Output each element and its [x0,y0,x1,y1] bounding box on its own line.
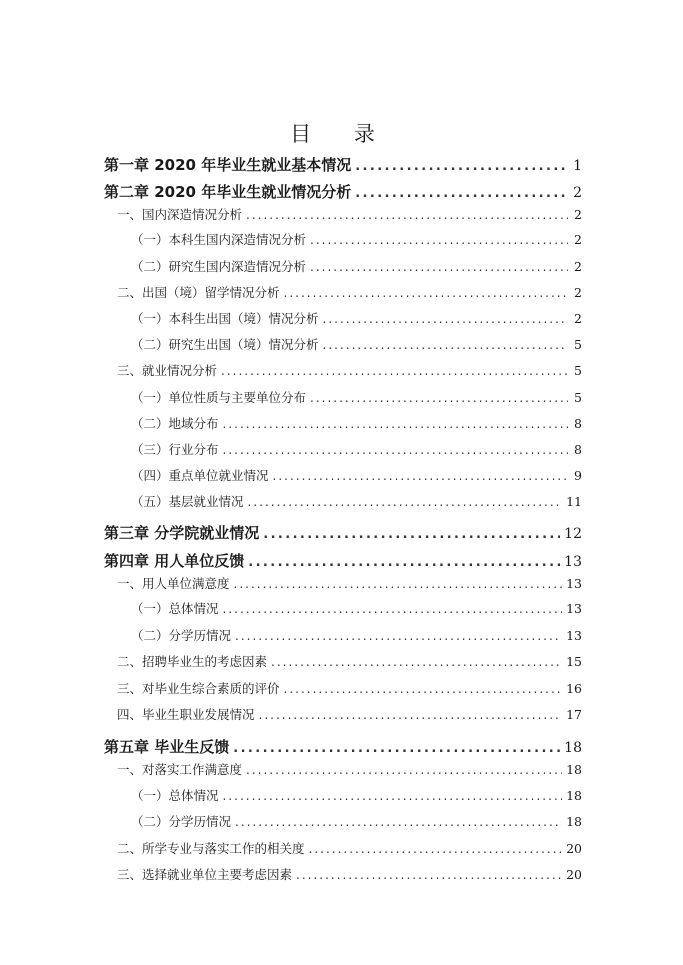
toc-page-number: 2 [574,259,582,274]
toc-entry-label: （四）重点单位就业情况 [131,468,269,483]
toc-entry[interactable] [104,154,582,175]
toc-page-number: 18 [566,762,582,777]
toc-entry-label: 三、就业情况分析 [117,363,218,378]
toc-entry[interactable] [131,309,582,327]
toc-entry[interactable] [131,466,582,484]
page-title: 目 录 [290,122,393,146]
toc-entry-label: 一、对落实工作满意度 [117,762,243,777]
toc-entry[interactable] [131,812,582,830]
toc-entry-label: （一）总体情况 [131,788,219,803]
toc-leader-dots [263,527,560,542]
toc-leader-dots [310,391,568,405]
toc-page-number: 20 [566,841,582,856]
toc-leader-dots [309,842,563,856]
toc-entry[interactable] [131,786,582,804]
toc-entry[interactable] [131,492,582,510]
toc-leader-dots [248,495,563,509]
toc-leader-dots [223,789,563,803]
toc-entry-label: （二）研究生国内深造情况分析 [131,259,307,274]
toc-entry-label: （二）分学历情况 [131,814,232,829]
toc-leader-dots [246,763,562,777]
toc-entry[interactable] [131,335,582,353]
toc-entry[interactable] [117,652,582,670]
toc-entry-label: 二、所学专业与落实工作的相关度 [117,841,305,856]
toc-page-number: 8 [574,416,582,431]
toc-entry-label: 第三章 分学院就业情况 [104,524,260,542]
toc-entry-label: （二）分学历情况 [131,628,232,643]
toc-entry[interactable] [131,440,582,458]
toc-page-number: 5 [574,337,582,352]
toc-entry[interactable] [131,230,582,248]
toc-leader-dots [323,338,568,352]
toc-entry-label: 第一章 2020 年毕业生就业基本情况 [104,156,352,174]
toc-page-number: 12 [564,526,582,542]
toc-entry-label: （三）行业分布 [131,442,219,457]
toc-entry[interactable] [131,257,582,275]
toc-entry-label: 四、毕业生职业发展情况 [117,707,255,722]
toc-page-number: 18 [564,740,582,756]
toc-page-number: 13 [566,576,582,591]
toc-entry-label: 一、国内深造情况分析 [117,207,243,222]
toc-entry[interactable] [104,181,582,202]
toc-entry[interactable] [117,361,582,379]
toc-page-number: 2 [574,232,582,247]
toc-entry-label: 第二章 2020 年毕业生就业情况分析 [104,183,352,201]
toc-page-number: 9 [574,468,582,483]
toc-entry-label: 三、选择就业单位主要考虑因素 [117,867,293,882]
toc-page-number: 13 [564,554,582,570]
toc-entry-label: （一）单位性质与主要单位分布 [131,390,307,405]
toc-page-number: 18 [566,814,582,829]
toc-leader-dots [223,443,568,457]
toc-page-number: 2 [574,285,582,300]
toc-entry[interactable] [117,679,582,697]
toc-page-number: 2 [574,207,582,222]
toc-leader-dots [355,159,568,174]
toc-entry[interactable] [117,205,582,223]
toc-page-number: 5 [574,390,582,405]
toc-entry[interactable] [117,705,582,723]
toc-entry[interactable] [104,522,582,543]
toc-page-number: 8 [574,442,582,457]
toc-page-number: 2 [573,185,582,201]
toc-entry-label: 二、出国（境）留学情况分析 [117,285,280,300]
toc-leader-dots [223,417,568,431]
toc-entry[interactable] [104,550,582,571]
toc-entry[interactable] [131,626,582,644]
toc-leader-dots [235,629,562,643]
toc-page-number: 15 [566,654,582,669]
toc-leader-dots [271,655,562,669]
toc-entry[interactable] [131,414,582,432]
toc-entry[interactable] [117,839,582,857]
toc-entry-label: 第四章 用人单位反馈 [104,552,245,570]
toc-page-number: 2 [574,311,582,326]
toc-entry[interactable] [131,599,582,617]
toc-page-number: 16 [566,681,582,696]
toc-leader-dots [323,312,568,326]
toc-entry[interactable] [117,283,582,301]
toc-leader-dots [296,868,562,882]
toc-page-number: 11 [566,494,582,509]
toc-leader-dots [233,741,560,756]
toc-entry[interactable] [117,760,582,778]
toc-entry-label: 第五章 毕业生反馈 [104,738,230,756]
toc-leader-dots [310,260,568,274]
toc-page-number: 17 [566,707,582,722]
toc-page-number: 20 [566,867,582,882]
toc-entry-label: （一）本科生出国（境）情况分析 [131,311,319,326]
toc-leader-dots [284,286,568,300]
toc-entry-label: （五）基层就业情况 [131,494,244,509]
toc-leader-dots [310,233,568,247]
toc-entry-label: （一）本科生国内深造情况分析 [131,232,307,247]
toc-entry-label: （二）研究生出国（境）情况分析 [131,337,319,352]
toc-entry-label: 一、用人单位满意度 [117,576,230,591]
toc-leader-dots [248,555,560,570]
toc-leader-dots [273,469,568,483]
toc-leader-dots [355,186,568,201]
toc-entry-label: （二）地域分布 [131,416,219,431]
toc-entry-label: 二、招聘毕业生的考虑因素 [117,654,268,669]
toc-leader-dots [284,682,563,696]
toc-leader-dots [223,602,563,616]
toc-entry[interactable] [131,388,582,406]
toc-leader-dots [221,364,568,378]
toc-entry[interactable] [117,574,582,592]
toc-leader-dots [234,577,563,591]
toc-entry-label: （一）总体情况 [131,601,219,616]
toc-page-number: 13 [566,628,582,643]
toc-entry[interactable] [117,865,582,883]
toc-leader-dots [235,815,562,829]
toc-leader-dots [259,708,563,722]
toc-leader-dots [246,208,568,222]
toc-page-number: 5 [574,363,582,378]
toc-entry-label: 三、对毕业生综合素质的评价 [117,681,280,696]
toc-page-number: 1 [573,158,582,174]
toc-page-number: 18 [566,788,582,803]
toc-entry[interactable] [104,736,582,757]
toc-page-number: 13 [566,601,582,616]
